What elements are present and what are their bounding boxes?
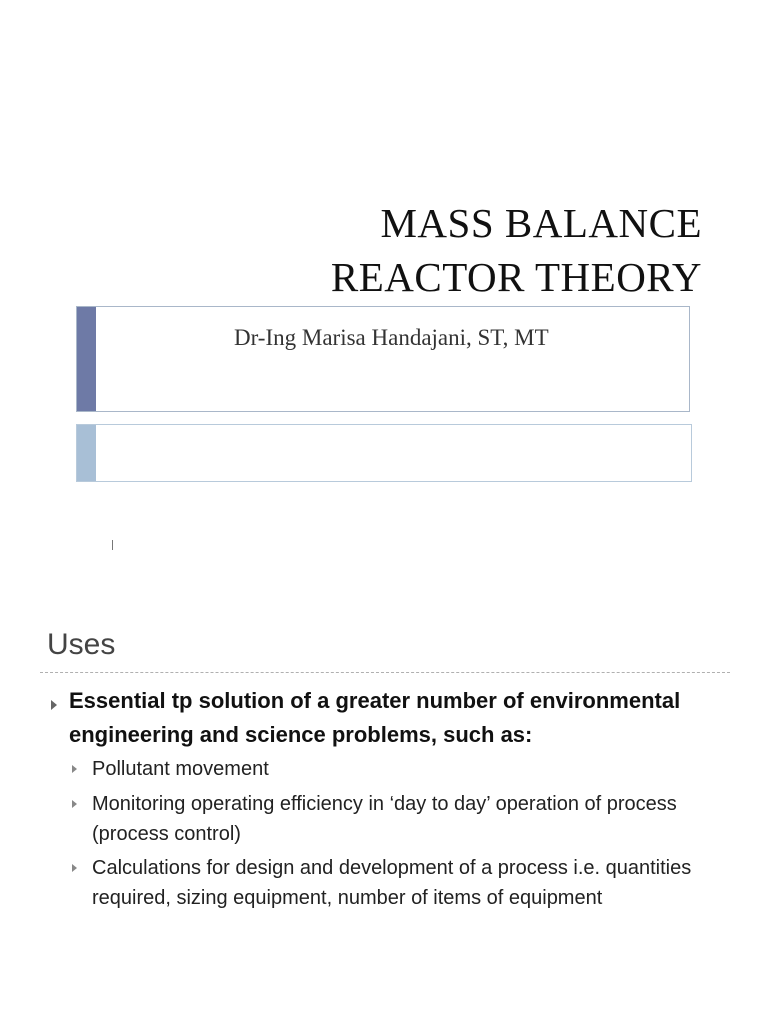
heading-divider (40, 672, 730, 673)
slide-title (331, 196, 702, 304)
subtitle-box (76, 306, 690, 412)
title-line-1: MASS BALANCE (380, 200, 702, 246)
bullet-arrow-icon (51, 700, 57, 710)
sub-bullet-arrow-icon (72, 765, 77, 773)
empty-text-box (76, 424, 692, 482)
empty-box-accent-bar (77, 425, 96, 481)
main-bullet: Essential tp solution of a greater number of environmental engineering and science problems, such as: (69, 688, 681, 747)
title-line-2: REACTOR THEORY (330, 254, 702, 300)
sub-bullet-2: Monitoring operating efficiency in ‘day to day’ operation of process (process control) (92, 793, 677, 845)
sub-bullet-1: Pollutant movement (92, 758, 269, 780)
cursor-mark (112, 540, 113, 550)
slide-heading: Uses (47, 628, 116, 661)
sub-bullet-arrow-icon (72, 800, 77, 808)
sub-bullet-arrow-icon (72, 864, 77, 872)
sub-bullet-3: Calculations for design and development of a process i.e. quantities required, sizing equipment, number of items of equipment (92, 857, 692, 909)
uses-slide (0, 576, 768, 1024)
subtitle-author: Dr-Ing Marisa Handajani, ST, MT (234, 325, 549, 350)
subtitle-accent-bar (77, 307, 96, 411)
